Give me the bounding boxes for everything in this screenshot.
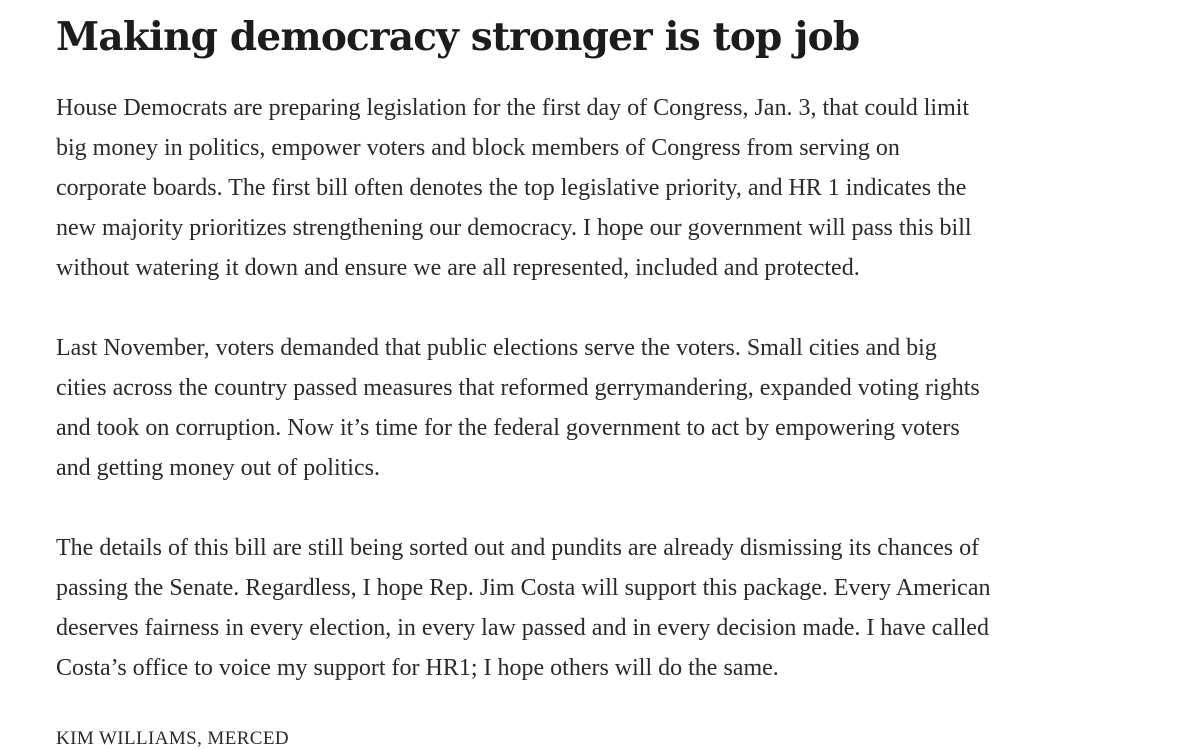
paragraph-line: passing the Senate. Regardless, I hope Rep. Jim Costa will support this package. Every American [56,575,991,601]
paragraph-line: Costa’s office to voice my support for HR1; I hope others will do the same. [56,655,779,681]
paragraph-line: corporate boards. The first bill often denotes the top legislative priority, and HR 1 indicates the [56,175,967,201]
paragraph-line: and getting money out of politics. [56,455,380,481]
paragraph-line: and took on corruption. Now it’s time for the federal government to act by empowering voters [56,415,960,441]
letter-to-editor [56,10,1166,750]
paragraph-line: House Democrats are preparing legislation for the first day of Congress, Jan. 3, that could limit [56,95,970,121]
paragraph-line: without watering it down and ensure we are all represented, included and protected. [56,255,860,281]
paragraph-2 [56,328,1166,488]
paragraph-line: Last November, voters demanded that public elections serve the voters. Small cities and big [56,335,937,361]
paragraph-line: The details of this bill are still being sorted out and pundits are already dismissing its chances of [56,535,980,561]
author-signature: KIM WILLIAMS, MERCED [56,728,290,749]
paragraph-line: big money in politics, empower voters and block members of Congress from serving on [56,135,900,161]
paragraph-line: cities across the country passed measures that reformed gerrymandering, expanded voting rights [56,375,980,401]
paragraph-3 [56,528,1166,688]
paragraph-line: deserves fairness in every election, in every law passed and in every decision made. I have called [56,615,989,641]
paragraph-1 [56,88,1166,288]
headline: Making democracy stronger is top job [56,14,860,60]
article-body [56,88,1166,688]
paragraph-line: new majority prioritizes strengthening our democracy. I hope our government will pass this bill [56,215,972,241]
